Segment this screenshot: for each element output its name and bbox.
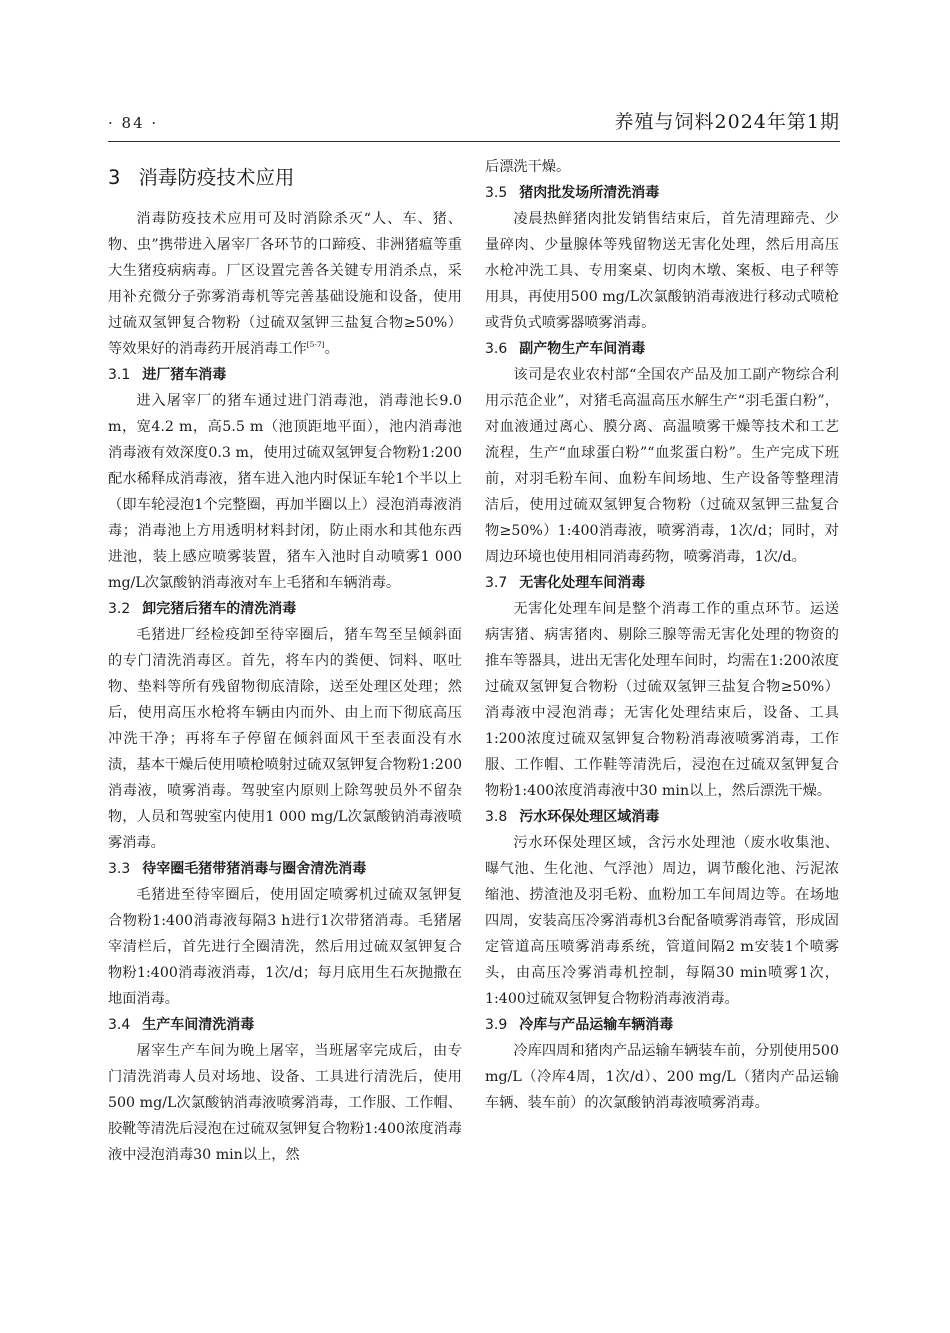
subsection-heading-3-1 [108,362,462,388]
subsection-title: 污水环保处理区域消毒 [519,809,660,825]
subsection-title: 待宰圈毛猪带猪消毒与圈舍清洗消毒 [142,861,367,877]
subsection-heading-3-2 [108,596,462,622]
journal-title: 养殖与饲料2024年第1期 [614,111,840,133]
subsection-heading-3-4 [108,1012,462,1038]
subsection-number: 3.4 [108,1017,131,1033]
right-column [485,154,839,1116]
subsection-title: 副产物生产车间消毒 [519,341,646,357]
subsection-title: 进厂猪车消毒 [142,367,227,383]
section-number: 3 [108,166,121,189]
subsection-title: 猪肉批发场所清洗消毒 [519,185,660,201]
subsection-heading-3-7 [485,570,839,596]
section-intro [108,206,462,362]
subsection-text-3-4: 屠宰生产车间为晚上屠宰，当班屠宰完成后，由专门清洗消毒人员对场地、设备、工具进行清洗后，使用500 mg/L次氯酸钠消毒液喷雾消毒，工作服、工作帽、胶靴等清洗后浸泡在过硫双氢钾复合物粉1:400浓度消毒液中浸泡消毒30 min以上，然 [108,1043,462,1163]
header-rule [108,141,840,142]
subsection-text-3-9: 冷库四周和猪肉产品运输车辆装车前，分别使用500 mg/L（冷库4周，1次/d）、200 mg/L（猪肉产品运输车辆、装车前）的次氯酸钠消毒液喷雾消毒。 [485,1043,839,1111]
section-intro-end: 。 [324,341,339,357]
subsection-number: 3.2 [108,601,131,617]
subsection-number: 3.1 [108,367,131,383]
subsection-text-3-2: 毛猪进厂经检疫卸至待宰圈后，猪车驾至呈倾斜面的专门清洗消毒区。首先，将车内的粪便、饲料、呕吐物、垫料等所有残留物彻底清除，送至处理区处理；然后，使用高压水枪将车辆由内而外、由上而下彻底高压冲洗干净；再将车子停留在倾斜面风干至表面没有水渍，基本干燥后使用喷枪喷射过硫双氢钾复合物粉1:200消毒液，喷雾消毒。驾驶室内原则上除驾驶员外不留杂物，人员和驾驶室内使用1 000 mg/L次氯酸钠消毒液喷雾消毒。 [108,627,462,851]
subsection-title: 卸完猪后猪车的清洗消毒 [142,601,297,617]
subsection-text-3-6: 该司是农业农村部“全国农产品及加工副产物综合利用示范企业”，对猪毛高温高压水解生产“羽毛蛋白粉”，对血液通过离心、膜分离、高温喷雾干燥等技术和工艺流程，生产“血球蛋白粉”“血浆蛋白粉”。生产完成下班前，对羽毛粉车间、血粉车间场地、生产设备等整理清洁后，使用过硫双氢钾复合物粉（过硫双氢钾三盐复合物≥50%）1:400消毒液，喷雾消毒，1次/d；同时，对周边环境也使用相同消毒药物，喷雾消毒，1次/d。 [485,367,839,565]
subsection-number: 3.9 [485,1017,508,1033]
subsection-heading-3-6 [485,336,839,362]
section-intro-text: 消毒防疫技术应用可及时消除杀灭“人、车、猪、物、虫”携带进入屠宰厂各环节的口蹄疫、非洲猪瘟等重大生猪疫病病毒。厂区设置完善各关键专用消杀点，采用补充微分子弥雾消毒机等完善基础设施和设备，使用过硫双氢钾复合物粉（过硫双氢钾三盐复合物≥50%）等效果好的消毒药开展消毒工作 [108,211,462,357]
continued-text: 后漂洗干燥。 [485,159,571,175]
subsection-heading-3-9 [485,1012,839,1038]
subsection-heading-3-5 [485,180,839,206]
citation: [5-7] [306,340,325,349]
subsection-text-3-7: 无害化处理车间是整个消毒工作的重点环节。运送病害猪、病害猪肉、剔除三腺等需无害化处理的物资的推车等器具，进出无害化处理车间时，均需在1:200浓度过硫双氢钾复合物粉（过硫双氢钾三盐复合物≥50%）消毒液中浸泡消毒；无害化处理结束后，设备、工具1:200浓度过硫双氢钾复合物粉消毒液喷雾消毒，工作服、工作帽、工作鞋等清洗后，浸泡在过硫双氢钾复合物粉1:400浓度消毒液中30 min以上，然后漂洗干燥。 [485,601,839,799]
section-heading [108,162,462,194]
subsection-title: 冷库与产品运输车辆消毒 [519,1017,674,1033]
subsection-number: 3.8 [485,809,508,825]
subsection-number: 3.6 [485,341,508,357]
page-number: · 84 · [108,114,159,132]
subsection-text-3-5: 凌晨热鲜猪肉批发销售结束后，首先清理蹄壳、少量碎肉、少量腺体等残留物送无害化处理，然后用高压水枪冲洗工具、专用案桌、切肉木墩、案板、电子秤等用具，再使用500 mg/L次氯酸钠消毒液进行移动式喷枪或背负式喷雾器喷雾消毒。 [485,211,839,331]
subsection-title: 无害化处理车间消毒 [519,575,646,591]
subsection-number: 3.7 [485,575,508,591]
left-column [108,154,462,1168]
section-title: 消毒防疫技术应用 [138,166,295,189]
subsection-text-3-8: 污水环保处理区域，含污水处理池（废水收集池、曝气池、生化池、气浮池）周边，调节酸化池、污泥浓缩池、捞渣池及羽毛粉、血粉加工车间周边等。在场地四周，安装高压冷雾消毒机3台配备喷雾消毒管，形成固定管道高压喷雾消毒系统，管道间隔2 m安装1个喷雾头，由高压冷雾消毒机控制，每隔30 min喷雾1次，1:400过硫双氢钾复合物粉消毒液消毒。 [485,835,839,1007]
subsection-text-3-1: 进入屠宰厂的猪车通过进门消毒池，消毒池长9.0 m，宽4.2 m，高5.5 m（池顶距地平面），池内消毒池消毒液有效深度0.3 m，使用过硫双氢钾复合物粉1:200配水稀释成消毒液，猪车进入池内时保证车轮1个半以上（即车轮浸泡1个完整圈，再加半圈以上）浸泡消毒液消毒；消毒池上方用透明材料封闭，防止雨水和其他东西进池，装上感应喷雾装置，猪车入池时自动喷雾1 000 mg/L次氯酸钠消毒液对车上毛猪和车辆消毒。 [108,393,462,591]
subsection-heading-3-3 [108,856,462,882]
subsection-title: 生产车间清洗消毒 [142,1017,255,1033]
subsection-number: 3.3 [108,861,131,877]
subsection-number: 3.5 [485,185,508,201]
subsection-text-3-3: 毛猪进至待宰圈后，使用固定喷雾机过硫双氢钾复合物粉1:400消毒液每隔3 h进行1次带猪消毒。毛猪屠宰清栏后，首先进行全圈清洗，然后用过硫双氢钾复合物粉1:400消毒液消毒，1次/d；每月底用生石灰抛撒在地面消毒。 [108,887,462,1007]
subsection-heading-3-8 [485,804,839,830]
